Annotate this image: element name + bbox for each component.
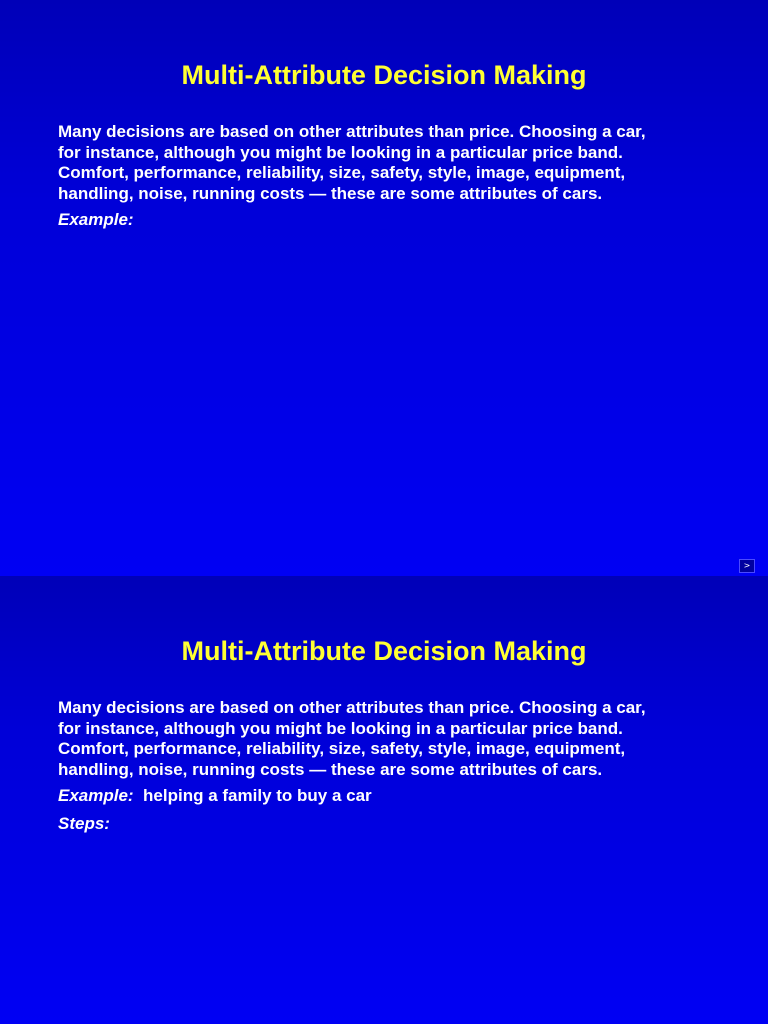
- intro-paragraph: [58, 698, 718, 780]
- slide-title: Multi-Attribute Decision Making: [181, 636, 587, 666]
- slide-body: [58, 698, 718, 834]
- example-label: Example:: [58, 210, 134, 229]
- paragraph-line: Many decisions are based on other attributes than price. Choosing a car,: [58, 122, 646, 141]
- paragraph-line: Comfort, performance, reliability, size, safety, style, image, equipment,: [58, 163, 626, 182]
- paragraph-line: Comfort, performance, reliability, size, safety, style, image, equipment,: [58, 739, 626, 758]
- example-label: Example:: [58, 786, 134, 805]
- slide-title: Multi-Attribute Decision Making: [181, 60, 587, 90]
- steps-label: Steps:: [58, 813, 110, 833]
- example-text: helping a family to buy a car: [143, 786, 372, 805]
- paragraph-line: for instance, although you might be looking in a particular price band.: [58, 142, 623, 162]
- paragraph-line: handling, noise, running costs — these are some attributes of cars.: [58, 759, 603, 779]
- intro-paragraph: [58, 122, 718, 204]
- steps-line: [58, 814, 718, 835]
- example-line: [58, 786, 718, 807]
- slide-body: [58, 122, 718, 231]
- slide-2: [0, 576, 768, 1024]
- paragraph-line: for instance, although you might be looking in a particular price band.: [58, 718, 623, 738]
- paragraph-line: Many decisions are based on other attributes than price. Choosing a car,: [58, 698, 646, 717]
- next-slide-button[interactable]: >: [739, 559, 755, 573]
- paragraph-line: handling, noise, running costs — these are some attributes of cars.: [58, 183, 603, 203]
- example-line: [58, 210, 718, 231]
